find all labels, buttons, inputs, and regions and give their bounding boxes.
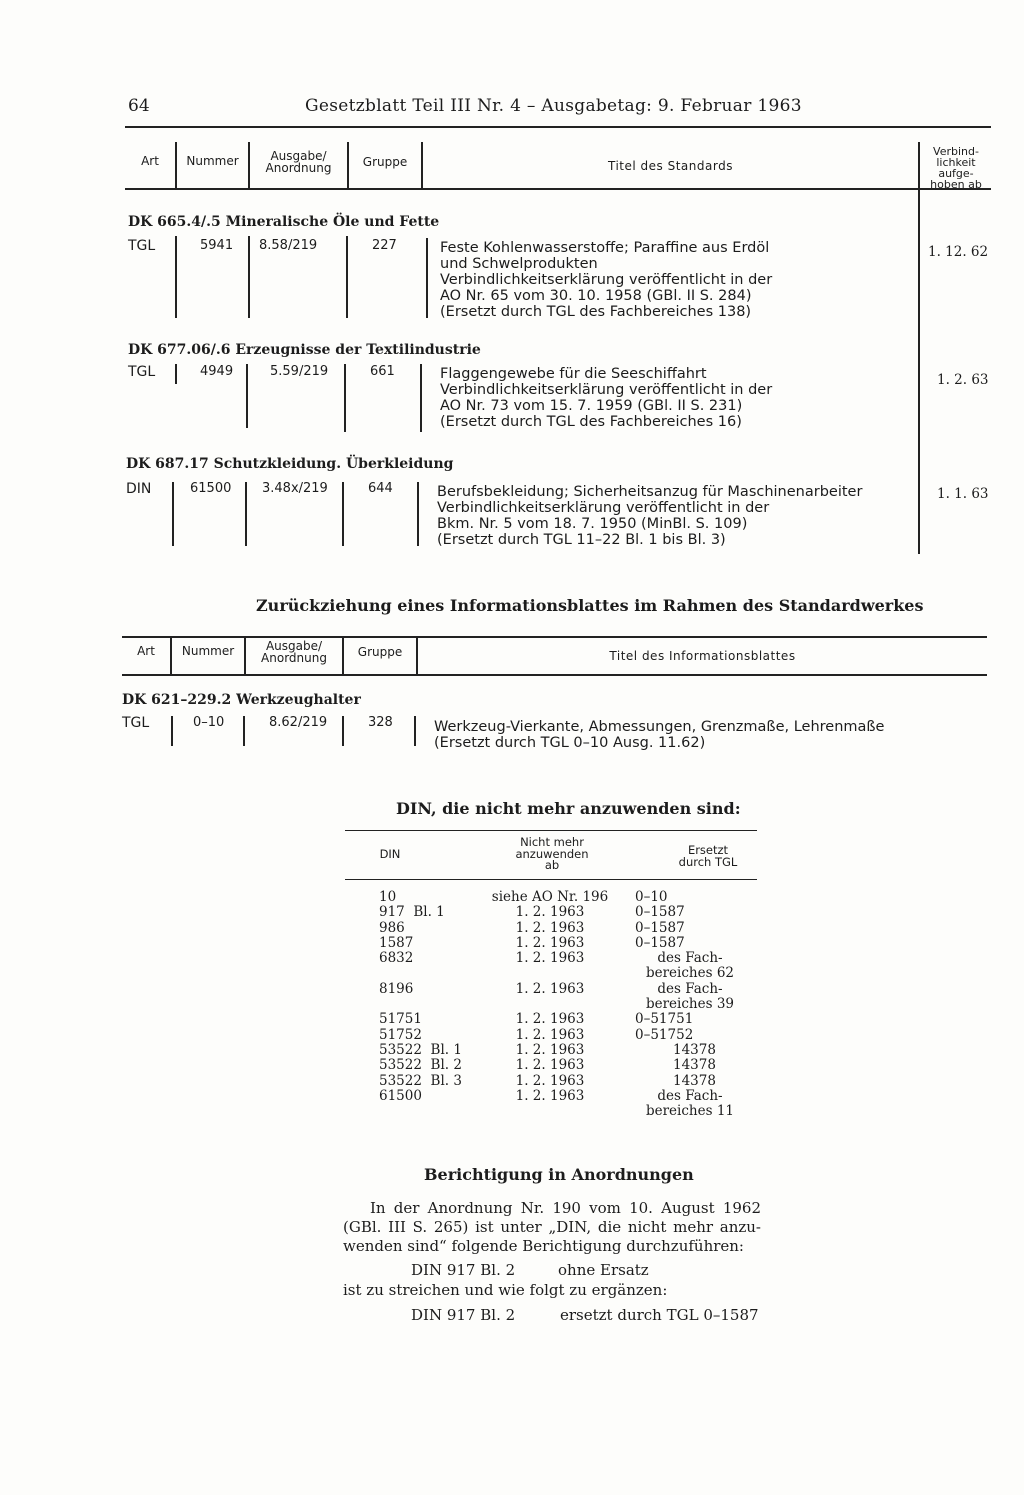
din-number: 51751 xyxy=(379,1011,422,1028)
din-number: 6832 xyxy=(379,950,414,967)
col-verbindlichkeit-header: Verbind- lichkeit aufge- hoben ab xyxy=(930,145,982,191)
din-nicht-mehr-ab: 1. 2. 1963 xyxy=(515,934,585,951)
entry-ausgabe: 5.59/219 xyxy=(270,364,329,379)
correction-middle: ist zu streichen und wie folgt zu ergänzen: xyxy=(343,1281,668,1299)
dk-heading: DK 665.4/.5 Mineralische Öle und Fette xyxy=(128,214,440,230)
din-table-row xyxy=(345,936,757,951)
entry-gruppe: 227 xyxy=(372,238,397,253)
din-ersetzt-durch: 14378 xyxy=(673,1042,716,1058)
col-titel-header: Titel des Informationsblattes xyxy=(609,649,796,663)
correction-line-2-left: DIN 917 Bl. 2 xyxy=(411,1306,516,1324)
section4-heading: Berichtigung in Anordnungen xyxy=(424,1165,694,1184)
running-title: Gesetzblatt Teil III Nr. 4 – Ausgabetag: 9. Februar 1963 xyxy=(305,96,802,116)
din-nicht-mehr-ab: 1. 2. 1963 xyxy=(515,1011,585,1028)
col-ausgabe-header: Ausgabe/ Anordnung xyxy=(261,639,327,665)
page-number: 64 xyxy=(128,96,150,116)
din-table-row xyxy=(345,1058,757,1073)
dk-heading: DK 677.06/.6 Erzeugnisse der Textilindustrie xyxy=(128,342,481,358)
din-table-row xyxy=(345,1089,757,1120)
din-number: 61500 xyxy=(379,1087,422,1104)
din-col-header: DIN xyxy=(379,847,401,861)
entry-titel: Flaggengewebe für die Seeschiffahrt Verbindlichkeitserklärung veröffentlicht in der AO Nr. 73 vom 15. 7. 1959 (GBl. II S. 231) (Ersetzt durch TGL des Fachbereiches 16) xyxy=(440,366,773,430)
din-table-row xyxy=(345,1012,757,1027)
din-nicht-mehr-ab: 1. 2. 1963 xyxy=(515,1042,585,1058)
correction-line-1-right: ohne Ersatz xyxy=(558,1261,649,1279)
din-number: 10 xyxy=(379,889,397,905)
din-table-row xyxy=(345,890,757,905)
din-nicht-mehr-ab: 1. 2. 1963 xyxy=(515,1026,585,1043)
dk-heading: DK 621–229.2 Werkzeughalter xyxy=(122,692,361,708)
din-table-top-rule xyxy=(345,830,757,831)
din-table-header-rule xyxy=(345,879,757,880)
berichtigung-paragraph: In der Anordnung Nr. 190 vom 10. August 1962 (GBl. III S. 265) ist unter „DIN, die nicht mehr anzu- wenden sind“ folgende Berichtigung durchzuführen: xyxy=(343,1199,761,1255)
entry-nummer: 0–10 xyxy=(193,715,225,730)
din-number: 1587 xyxy=(379,934,414,951)
din-table-row xyxy=(345,951,757,982)
entry-titel: Feste Kohlenwasserstoffe; Paraffine aus Erdöl und Schwelprodukten Verbindlichkeitserklärung veröffentlicht in der AO Nr. 65 vom 30. 10. 1958 (GBl. II S. 284) (Ersetzt durch TGL des Fachbereiches 138) xyxy=(440,240,773,320)
din-ersetzt-durch: 14378 xyxy=(673,1072,716,1089)
correction-line-1-left: DIN 917 Bl. 2 xyxy=(411,1261,516,1279)
col-nummer-header: Nummer xyxy=(181,644,235,658)
din-number: 51752 xyxy=(379,1026,422,1043)
din-number: 8196 xyxy=(379,980,414,997)
entry-nummer: 4949 xyxy=(200,364,234,379)
col-gruppe-header: Gruppe xyxy=(362,155,408,169)
table2-header-rule xyxy=(122,674,987,676)
col-nummer-header: Nummer xyxy=(186,154,239,168)
din-ersetzt-durch: 0–51751 xyxy=(635,1011,694,1028)
dk-heading: DK 687.17 Schutzkleidung. Überkleidung xyxy=(126,456,454,472)
col-ausgabe-header: Ausgabe/ Anordnung xyxy=(265,149,332,175)
din-nicht-mehr-ab: 1. 2. 1963 xyxy=(515,1072,585,1089)
entry-ausgabe: 8.58/219 xyxy=(259,238,318,253)
entry-titel: Berufsbekleidung; Sicherheitsanzug für Maschinenarbeiter Verbindlichkeitserklärung veröffentlicht in der Bkm. Nr. 5 vom 18. 7. 1950 (MinBl. S. 109) (Ersetzt durch TGL 11–22 Bl. 1 bis Bl. 3) xyxy=(437,484,863,548)
col-art-header: Art xyxy=(141,154,159,168)
din-ersetzt-durch: 0–10 xyxy=(635,889,668,905)
section2-heading: Zurückziehung eines Informationsblattes im Rahmen des Standardwerkes xyxy=(256,596,924,615)
din-nicht-mehr-ab: 1. 2. 1963 xyxy=(515,919,585,936)
din-table-row xyxy=(345,1043,757,1058)
din-ersetzt-durch: des Fach- xyxy=(657,980,723,997)
din-table-row xyxy=(345,1028,757,1043)
entry-nummer: 5941 xyxy=(200,238,234,253)
entry-gruppe: 328 xyxy=(368,715,393,730)
entry-gruppe: 661 xyxy=(370,364,395,379)
din-ersetzt-durch: 14378 xyxy=(673,1057,716,1074)
table2-top-rule xyxy=(122,636,987,638)
table1-header-rule xyxy=(125,188,991,190)
din-nicht-mehr-ab: 1. 2. 1963 xyxy=(515,1057,585,1074)
col-titel-header: Titel des Standards xyxy=(608,159,733,173)
din-nicht-mehr-ab: 1. 2. 1963 xyxy=(515,1087,585,1104)
entry-ausgabe: 8.62/219 xyxy=(269,715,328,730)
entry-ausgabe: 3.48x/219 xyxy=(262,481,328,496)
din-table-row xyxy=(345,982,757,1013)
entry-art: DIN xyxy=(126,481,152,497)
entry-nummer: 61500 xyxy=(190,481,232,496)
nicht-mehr-col-header: Nicht mehr anzuwenden ab xyxy=(515,835,589,872)
ersetzt-col-header: Ersetzt durch TGL xyxy=(678,843,738,869)
entry-aufgehoben: 1. 2. 63 xyxy=(937,372,989,388)
din-table-row xyxy=(345,1074,757,1089)
din-nicht-mehr-ab: 1. 2. 1963 xyxy=(515,950,585,967)
entry-aufgehoben: 1. 1. 63 xyxy=(937,486,989,502)
din-ersetzt-durch: 0–1587 xyxy=(635,919,685,936)
entry-art: TGL xyxy=(128,238,156,254)
din-ersetzt-durch: 0–1587 xyxy=(635,904,685,921)
din-nicht-mehr-ab: 1. 2. 1963 xyxy=(515,980,585,997)
entry-gruppe: 644 xyxy=(368,481,393,496)
din-table-row xyxy=(345,921,757,936)
din-number: 53522 Bl. 3 xyxy=(379,1072,462,1089)
din-nicht-mehr-ab: siehe AO Nr. 196 xyxy=(491,889,609,905)
din-nicht-mehr-ab: 1. 2. 1963 xyxy=(515,904,585,921)
din-number: 917 Bl. 1 xyxy=(379,904,445,921)
din-number: 53522 Bl. 1 xyxy=(379,1042,462,1058)
section3-heading: DIN, die nicht mehr anzuwenden sind: xyxy=(396,799,741,818)
entry-titel: Werkzeug-Vierkante, Abmessungen, Grenzmaße, Lehrenmaße (Ersetzt durch TGL 0–10 Ausg. 11.62) xyxy=(434,719,885,751)
din-number: 53522 Bl. 2 xyxy=(379,1057,462,1074)
entry-art: TGL xyxy=(128,364,156,380)
din-ersetzt-durch: bereiches 62 xyxy=(645,965,735,982)
din-ersetzt-durch: des Fach- xyxy=(657,1087,723,1104)
din-number: 986 xyxy=(379,919,405,936)
din-ersetzt-durch: des Fach- xyxy=(657,950,723,967)
correction-line-2-right: ersetzt durch TGL 0–1587 xyxy=(560,1306,759,1324)
col-gruppe-header: Gruppe xyxy=(357,645,403,659)
din-ersetzt-durch: 0–1587 xyxy=(635,934,685,951)
din-table-row xyxy=(345,905,757,920)
din-ersetzt-durch: bereiches 39 xyxy=(645,996,735,1013)
col-art-header: Art xyxy=(137,644,155,658)
din-ersetzt-durch: bereiches 11 xyxy=(645,1103,735,1120)
din-ersetzt-durch: 0–51752 xyxy=(635,1026,694,1043)
entry-art: TGL xyxy=(122,715,150,731)
entry-aufgehoben: 1. 12. 62 xyxy=(928,244,989,260)
header-rule xyxy=(125,126,991,128)
